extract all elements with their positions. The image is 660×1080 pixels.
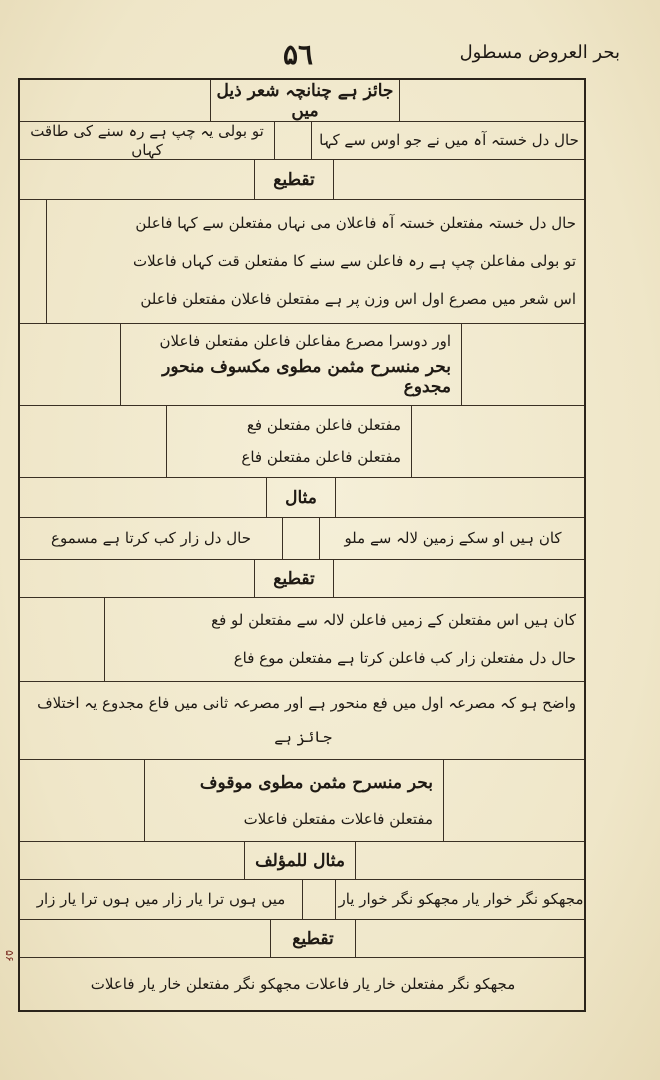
table-row [20, 478, 584, 518]
table-row [20, 324, 584, 406]
table-row [20, 760, 584, 842]
meter-name: بحر منسرح مثمن مطوی موقوف [199, 772, 433, 793]
table-row [20, 122, 584, 160]
table-row [20, 598, 584, 682]
misal-label: مثال [285, 487, 317, 508]
table-row [20, 406, 584, 478]
taqti-label: تقطیع [273, 169, 315, 190]
table-row [20, 682, 584, 760]
scansion-line: کان ہیں اس مفتعلن کے زمیں فاعلن لالہ سے مفتعلن لو فع [211, 611, 576, 630]
meter-block [120, 324, 462, 405]
scansion-line: حال دل خستہ مفتعلن خستہ آہ فاعلان می نہاں مفتعلن سے کہا فاعلن [135, 213, 576, 232]
table-frame [18, 78, 586, 1012]
divider-cell [274, 122, 312, 159]
verse-right [320, 518, 586, 559]
meter-line: مفتعلن فاعلن مفتعلن فاع [241, 447, 401, 466]
misal-label: مثال للمؤلف [255, 850, 345, 871]
page-number: ۵٦ [282, 38, 314, 71]
table-row [20, 920, 584, 958]
heading-text: جائز ہے چنانچہ شعر ذیل میں [216, 81, 394, 121]
table-row [20, 160, 584, 200]
page-header [0, 36, 660, 76]
verse-text: کان ہیں او سکے زمین لالہ سے ملو [344, 529, 562, 548]
meter-name: بحر منسرح مثمن مطوی مکسوف منحور مجدوع [162, 357, 451, 398]
verse-text: حال دل خستہ آہ میں نے جو اوس سے کہا [319, 131, 579, 150]
note-line: جائز ہے [274, 728, 332, 747]
verse-text: میں ہوں ترا یار زار میں ہوں ترا یار زار [36, 890, 286, 909]
table-row [20, 958, 584, 1010]
scansion-final [20, 958, 586, 1010]
note-block [20, 682, 586, 759]
table-row [20, 80, 584, 122]
meter-line: مفتعلن فاعلات مفتعلن فاعلات [243, 809, 433, 828]
table-row [20, 842, 584, 880]
meter-line: اور دوسرا مصرع مفاعلن فاعلن مفتعلن فاعلان [159, 331, 451, 350]
verse-right [312, 122, 586, 159]
margin-note: ۵۶ [3, 950, 16, 962]
table-row [20, 880, 584, 920]
verse-right [336, 880, 586, 919]
scansion-line: حال دل مفتعلن زار کب فاعلن کرتا ہے مفتعلن موع فاع [233, 648, 576, 667]
cell-taqti [254, 560, 334, 597]
cell-taqti [254, 160, 334, 199]
scansion-line: تو بولی مفاعلن چپ ہے رہ فاعلن سے سنے کا مفتعلن قت کہاں فاعلات [132, 252, 576, 271]
meter-line: مفتعلن فاعلن مفتعلن فع [246, 416, 401, 435]
divider-cell [302, 880, 336, 919]
cell-misal-muallif [244, 842, 356, 879]
table-row [20, 518, 584, 560]
cell-taqti [270, 920, 356, 957]
divider-cell [282, 518, 320, 559]
taqti-label: تقطیع [273, 568, 315, 589]
meter-block [144, 760, 444, 841]
note-line: واضح ہو کہ مصرعہ اول میں فع منحور ہے اور مصرعہ ثانی میں فاع مجدوع یہ اختلاف [37, 693, 576, 712]
table-row [20, 560, 584, 598]
scansion-line: مجھکو نگر مفتعلن خار یار فاعلات مجھکو نگر مفتعلن خار یار فاعلات [90, 974, 516, 993]
taqti-label: تقطیع [292, 928, 334, 949]
scansion-block [104, 598, 586, 681]
cell-misal [266, 478, 336, 517]
verse-text: تو بولی یہ چپ ہے رہ سنے کی طاقت کہاں [30, 121, 264, 159]
scansion-line: اس شعر میں مصرع اول اس وزن پر ہے مفتعلن فاعلان مفتعلن فاعلن [140, 290, 576, 309]
meter-pattern-block [166, 406, 412, 477]
cell-heading [210, 80, 400, 121]
verse-left [20, 518, 282, 559]
verse-left [20, 880, 302, 919]
verse-left [20, 122, 274, 159]
verse-text: حال دل زار کب کرتا ہے مسموع [51, 529, 251, 548]
scansion-block [46, 200, 586, 323]
verse-text: مجھکو نگر خوار یار مجھکو نگر خوار یار [338, 890, 584, 909]
table-row [20, 200, 584, 324]
running-head: بحر العروض مسطول [459, 42, 620, 63]
